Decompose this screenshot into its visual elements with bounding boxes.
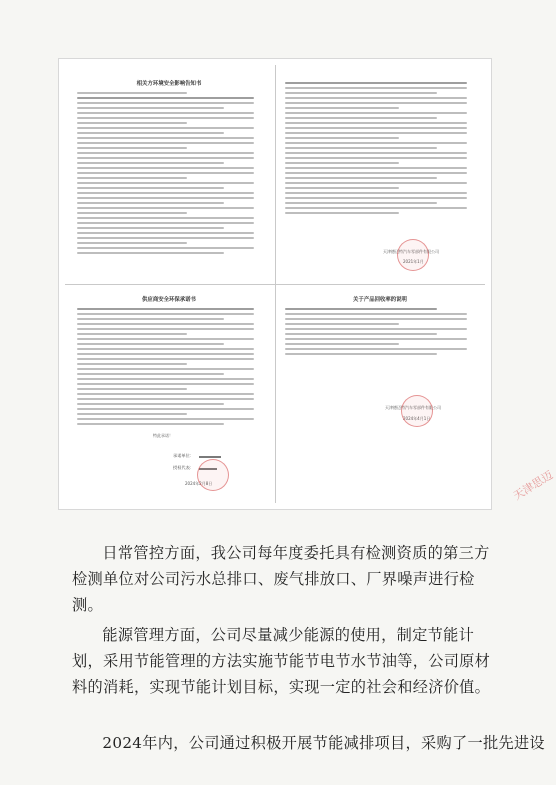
panel-title: 关于产品回收率的说明 bbox=[353, 297, 407, 303]
panel-title: 供应商安全环保承诺书 bbox=[142, 297, 196, 303]
paragraph-2024-projects: 2024年内，公司通过积极开展节能减排项目，采购了一批先进设 bbox=[102, 734, 545, 752]
scan-panel-notice-continued bbox=[285, 79, 475, 279]
scan-horizontal-divider bbox=[65, 284, 485, 285]
scan-panel-environmental-notice bbox=[77, 79, 261, 279]
scan-panel-recycling-statement bbox=[285, 295, 475, 501]
scanned-documents-image bbox=[58, 58, 492, 510]
panel-date: 2024年4月1日 bbox=[403, 416, 431, 421]
company-seal bbox=[397, 239, 429, 271]
panel-signature: 天津德迈特汽车零部件有限公司 bbox=[385, 405, 441, 410]
sign-label-representative: 授权代表： bbox=[173, 465, 194, 470]
panel-closing: 特此承诺！ bbox=[153, 433, 173, 438]
supplier-seal bbox=[197, 459, 229, 491]
company-seal bbox=[401, 395, 433, 427]
watermark-stamp: 天津思迈 bbox=[511, 468, 556, 503]
paragraph-monitoring: 日常管控方面，我公司每年度委托具有检测资质的第三方检测单位对公司污水总排口、废气排放口、厂界噪声进行检测。 bbox=[72, 544, 490, 614]
sign-label-unit: 承诺单位： bbox=[173, 453, 194, 458]
panel-title: 相关方环境安全影响告知书 bbox=[136, 81, 202, 87]
panel-signature: 天津德迈特汽车零部件有限公司 bbox=[383, 249, 439, 254]
scan-panel-supplier-commitment bbox=[77, 295, 261, 501]
paragraph-energy-management: 能源管理方面，公司尽量减少能源的使用，制定节能计划，采用节能管理的方法实施节能节电节水节油等，公司原材料的消耗，实现节能计划目标，实现一定的社会和经济价值。 bbox=[72, 626, 491, 696]
panel-date: 2024年2月8日 bbox=[185, 481, 213, 486]
handwritten-signature bbox=[199, 456, 221, 458]
panel-date: 2021年1月 bbox=[403, 259, 424, 264]
